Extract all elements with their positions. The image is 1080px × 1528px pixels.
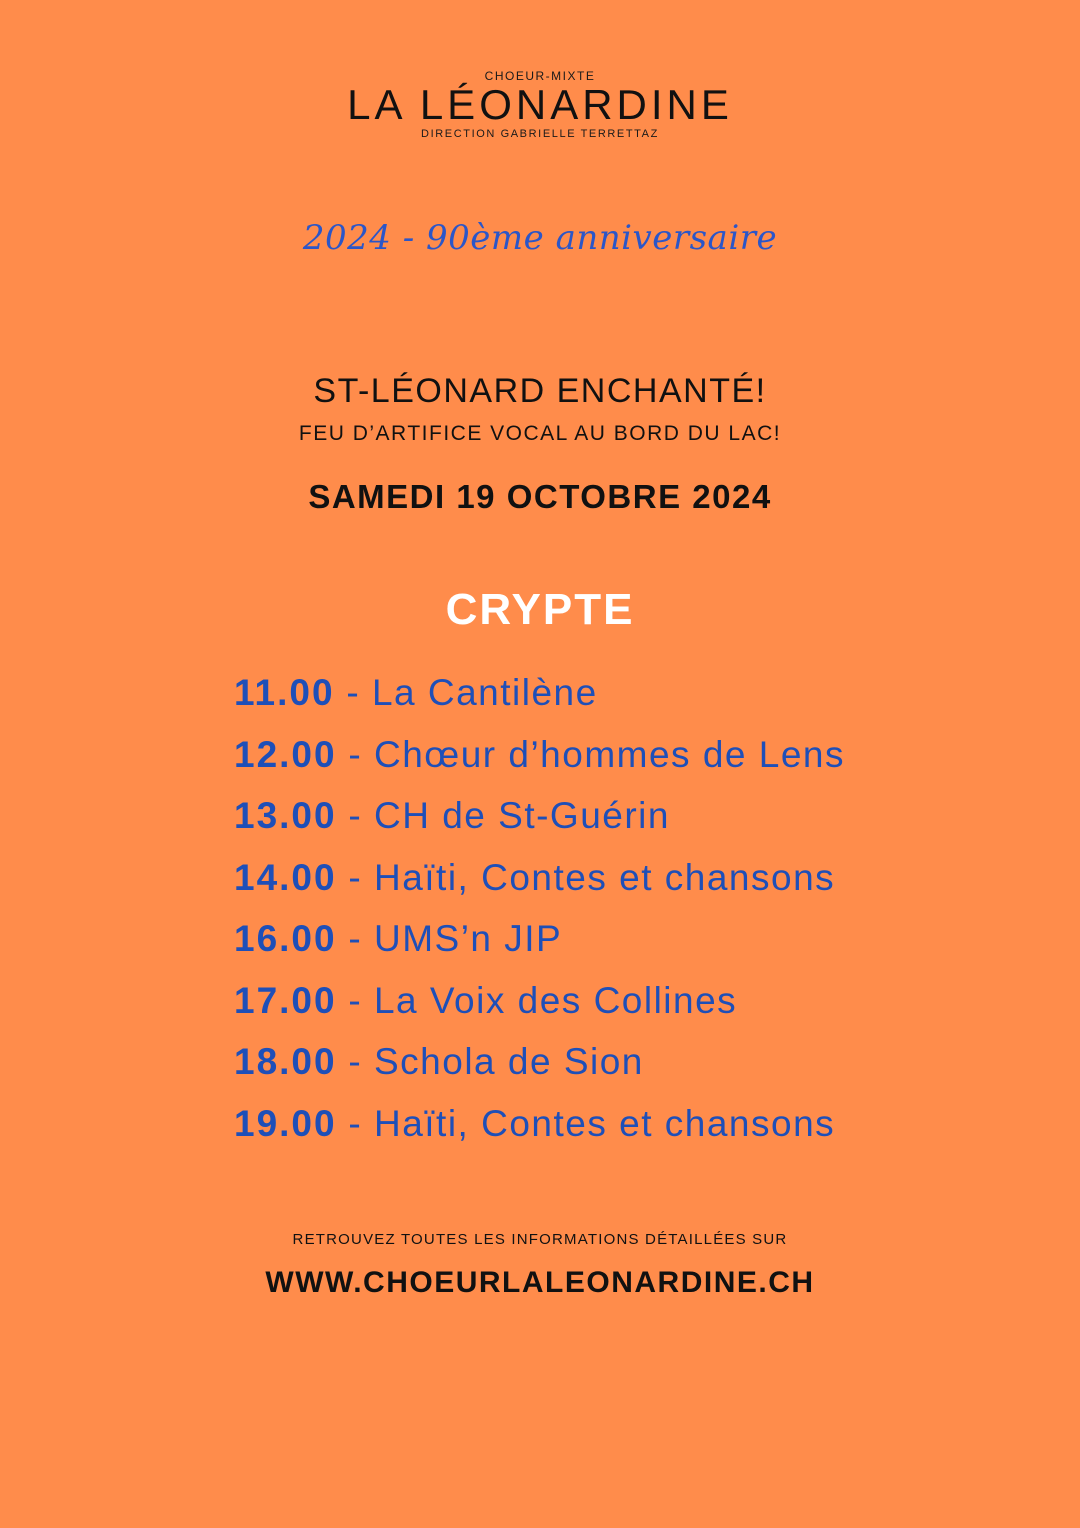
schedule-time: 13.00	[234, 795, 337, 836]
schedule-time: 12.00	[234, 733, 337, 775]
schedule-separator: -	[336, 1041, 374, 1082]
schedule-separator: -	[336, 733, 374, 775]
info-text: RETROUVEZ TOUTES LES INFORMATIONS DÉTAILLÉES SUR	[292, 1231, 788, 1248]
schedule-item	[234, 668, 845, 730]
schedule-performer: Haïti, Contes et chansons	[373, 1102, 836, 1144]
schedule-performer: La Cantilène	[371, 672, 598, 713]
schedule-time: 17.00	[234, 979, 337, 1021]
schedule-separator: -	[336, 979, 374, 1021]
schedule-separator: -	[336, 795, 374, 836]
schedule-performer: La Voix des Collines	[373, 979, 738, 1021]
logo-supertitle: CHOEUR-MIXTE	[484, 69, 596, 83]
website-link[interactable]: WWW.CHOEURLALEONARDINE.CH	[265, 1266, 815, 1299]
schedule-time: 11.00	[234, 672, 335, 713]
schedule-item	[234, 853, 845, 915]
venue-heading: CRYPTE	[445, 585, 635, 634]
schedule-performer: Schola de Sion	[373, 1041, 644, 1082]
event-date: SAMEDI 19 OCTOBRE 2024	[308, 478, 772, 515]
schedule-separator: -	[334, 672, 372, 713]
event-title: ST-LÉONARD ENCHANTÉ!	[313, 372, 767, 410]
anniversary-tagline: 2024 - 90ème anniversaire	[302, 218, 778, 258]
schedule-time: 18.00	[234, 1041, 337, 1082]
logo-title: LA LÉONARDINE	[347, 81, 733, 128]
schedule-time: 19.00	[234, 1102, 337, 1144]
schedule-performer: CH de St-Guérin	[373, 795, 670, 836]
schedule-list	[234, 668, 845, 1160]
schedule-performer: Haïti, Contes et chansons	[373, 856, 836, 898]
schedule-item	[234, 914, 845, 976]
schedule-separator: -	[336, 856, 374, 898]
schedule-item	[234, 976, 845, 1038]
event-subtitle: FEU D’ARTIFICE VOCAL AU BORD DU LAC!	[298, 422, 782, 445]
schedule-performer: UMS’n JIP	[373, 918, 563, 959]
schedule-performer: Chœur d’hommes de Lens	[373, 733, 846, 775]
schedule-item	[234, 791, 845, 853]
schedule-separator: -	[336, 1102, 374, 1144]
schedule-item	[234, 1099, 845, 1161]
schedule-item	[234, 730, 845, 792]
logo-subtitle: DIRECTION GABRIELLE TERRETTAZ	[421, 128, 659, 140]
schedule-separator: -	[336, 918, 374, 959]
schedule-time: 14.00	[234, 856, 337, 898]
schedule-time: 16.00	[234, 918, 337, 959]
schedule-item	[234, 1037, 845, 1099]
